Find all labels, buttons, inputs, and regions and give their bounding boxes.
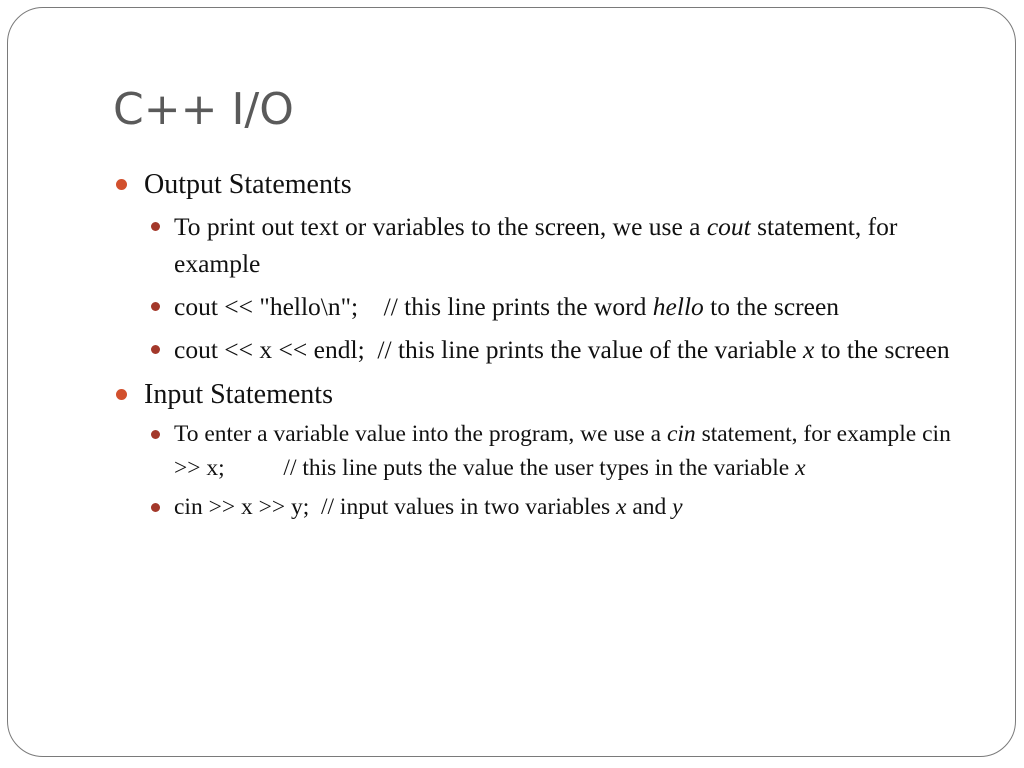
list-item-cin-intro [144, 418, 973, 485]
variable-y: y [672, 494, 683, 520]
sub-bullet-icon [151, 430, 160, 439]
word-hello: hello [652, 292, 704, 321]
slide-title: C++ I/O [113, 84, 294, 135]
sub-bullet-icon [151, 345, 160, 354]
text-run: and [626, 494, 673, 520]
list-item-cout-hello [144, 288, 973, 325]
slide-content [113, 166, 973, 531]
section-heading-label: Input Statements [144, 379, 333, 410]
section-heading-label: Output Statements [144, 169, 352, 200]
section-heading-input [113, 376, 973, 414]
text-run: cout << x << endl; // this line prints the value of the variable [174, 335, 804, 364]
variable-x: x [803, 335, 815, 364]
bullet-icon [116, 389, 127, 400]
sub-bullet-icon [151, 222, 160, 231]
section-heading-output [113, 166, 973, 204]
bullet-icon [116, 179, 127, 190]
keyword-cin: cin [666, 421, 696, 447]
text-run: To print out text or variables to the screen, we use a [174, 212, 707, 241]
variable-x: x [616, 494, 627, 520]
text-run: cout << "hello\n"; // this line prints the word [174, 292, 653, 321]
text-run: statement, for example cin >> x; // this line puts the value the user types in the variable [174, 421, 957, 481]
text-run: cin >> x >> y; // input values in two variables [174, 494, 617, 520]
text-run: statement, for example [174, 212, 898, 278]
list-item-cin-two-vars [144, 491, 973, 525]
keyword-cout: cout [706, 212, 751, 241]
text-run: to the screen [814, 335, 950, 364]
text-run: to the screen [703, 292, 840, 321]
variable-x: x [795, 454, 806, 481]
list-item-cout-intro [144, 208, 973, 282]
list-item-cout-variable [144, 331, 973, 368]
sub-bullet-icon [151, 302, 160, 311]
sub-bullet-icon [151, 503, 160, 512]
text-run: To enter a variable value into the program, we use a [174, 421, 667, 447]
